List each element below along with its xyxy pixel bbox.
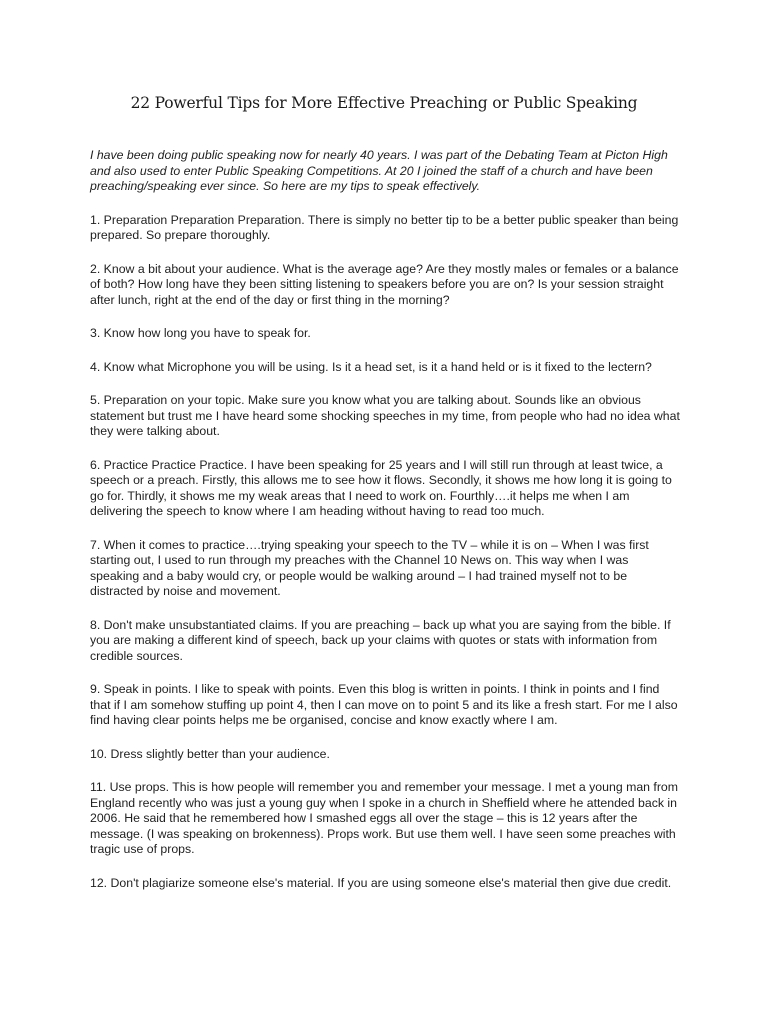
tip-8: 8. Don't make unsubstantiated claims. If you are preaching – back up what you are saying from the bible. If you are making a different kind of speech, back up your claims with quotes or stats with information from credible sources. xyxy=(90,617,671,663)
tip-12: 12. Don't plagiarize someone else's material. If you are using someone else's material then give due credit. xyxy=(90,875,672,890)
tip-2: 2. Know a bit about your audience. What is the average age? Are they mostly males or females or a balance of both? How long have they been sitting listening to speakers before you are on? Is your session straight after lunch, right at the end of the day or first thing in the morning? xyxy=(90,261,679,307)
tip-5: 5. Preparation on your topic. Make sure you know what you are talking about. Sounds like an obvious statement but trust me I have heard some shocking speeches in my time, from people who had no idea what they were talking about. xyxy=(90,393,680,438)
tip-4: 4. Know what Microphone you will be using. Is it a head set, is it a hand held or is it fixed to the lectern? xyxy=(90,359,652,374)
tip-1: 1. Preparation Preparation Preparation. There is simply no better tip to be a better public speaker than being prepared. So prepare thoroughly. xyxy=(90,212,679,242)
document-title: 22 Powerful Tips for More Effective Preaching or Public Speaking xyxy=(130,94,638,112)
document-body xyxy=(90,148,680,909)
tip-6: 6. Practice Practice Practice. I have been speaking for 25 years and I will still run through at least twice, a speech or a preach. Firstly, this allows me to see how it flows. Secondly, it shows me how long it is going to go for. Thirdly, it shows me my weak areas that I need to work on. Fourthly….it helps me when I am delivering the speech to know where I am heading without having to read too much. xyxy=(90,457,672,518)
tip-7: 7. When it comes to practice….trying speaking your speech to the TV – while it is on – When I was first starting out, I used to run through my preaches with the Channel 10 News on. This way when I was speaking and a baby would cry, or people would be walking around – I had trained myself not to be distracted by noise and movement. xyxy=(90,537,649,598)
tip-10: 10. Dress slightly better than your audience. xyxy=(90,746,330,761)
tip-9: 9. Speak in points. I like to speak with points. Even this blog is written in points. I think in points and I find that if I am somehow stuffing up point 4, then I can move on to point 5 and its like a fresh start. For me I also find having clear points helps me be organised, concise and know exactly where I am. xyxy=(90,682,678,727)
intro-paragraph: I have been doing public speaking now for nearly 40 years. I was part of the Debating Team at Picton High and also used to enter Public Speaking Competitions. At 20 I joined the staff of a church and have been preaching/speaking ever since. So here are my tips to speak effectively. xyxy=(90,148,668,193)
tip-3: 3. Know how long you have to speak for. xyxy=(90,326,311,340)
tip-11: 11. Use props. This is how people will remember you and remember your message. I met a young man from England recently who was just a young guy when I spoke in a church in Sheffield where he attended back in 2006. He said that he remembered how I smashed eggs all over the stage – this is 12 years after the message. (I was speaking on brokenness). Props work. But use them well. I have seen some preaches with tragic use of props. xyxy=(90,780,679,856)
